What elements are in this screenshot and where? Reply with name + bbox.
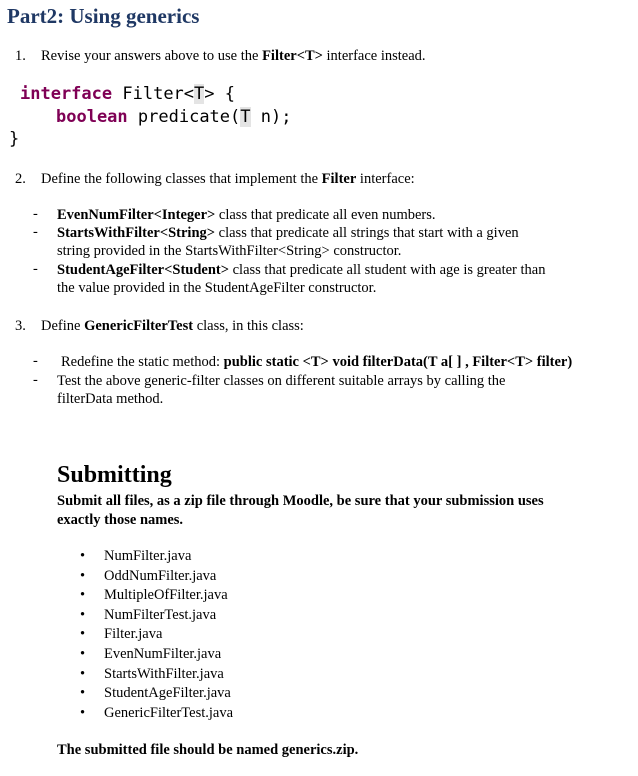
question-3: 3. Define GenericFilterTest class, in this class:: [15, 318, 304, 334]
question-number: 1.: [15, 48, 26, 64]
list-item: • GenericFilterTest.java: [80, 704, 233, 724]
list-item: • StudentAgeFilter.java: [80, 684, 233, 704]
list-item: • StartsWithFilter.java: [80, 665, 233, 685]
bullet-icon: •: [80, 704, 86, 721]
submitting-heading: Submitting: [57, 462, 172, 488]
bullet-icon: •: [80, 606, 86, 623]
list-item: • NumFilterTest.java: [80, 606, 233, 626]
dash-bullet: -: [33, 261, 38, 277]
bullet-icon: •: [80, 567, 86, 584]
class-item-studentage-line2: the value provided in the StudentAgeFilter constructor.: [57, 280, 377, 296]
question-2: 2. Define the following classes that implement the Filter interface:: [15, 171, 415, 187]
list-item: • EvenNumFilter.java: [80, 645, 233, 665]
bullet-icon: •: [80, 665, 86, 682]
bullet-icon: •: [80, 548, 86, 564]
list-item: • NumFilter.java: [80, 547, 233, 567]
class-item-studentage: StudentAgeFilter<Student> class that predicate all student with age is greater than: [57, 262, 546, 278]
q3-item-test: Test the above generic-filter classes on different suitable arrays by calling the: [57, 373, 506, 389]
q3-item-redefine: Redefine the static method: public static <T> void filterData(T a[ ] , Filter<T> filter): [61, 354, 573, 370]
class-item-startswith: StartsWithFilter<String> class that predicate all strings that start with a given: [57, 225, 519, 241]
class-item-startswith-line2: string provided in the StartsWithFilter<String> constructor.: [57, 243, 402, 259]
q3-item-test-line2: filterData method.: [57, 391, 164, 407]
dash-bullet: -: [33, 353, 38, 369]
question-1: 1. Revise your answers above to use the Filter<T> interface instead.: [15, 48, 426, 64]
file-list: [80, 547, 233, 723]
submit-instruction-line2: exactly those names.: [57, 512, 184, 528]
dash-bullet: -: [33, 206, 38, 222]
list-item: • OddNumFilter.java: [80, 567, 233, 587]
code-line-3: }: [9, 129, 20, 149]
bullet-icon: •: [80, 645, 86, 662]
bullet-icon: •: [80, 685, 86, 702]
dash-bullet: -: [33, 224, 38, 240]
code-line-1: interface Filter<T> {: [20, 84, 235, 104]
list-item: • Filter.java: [80, 625, 233, 645]
list-item: • MultipleOfFilter.java: [80, 586, 233, 606]
bullet-icon: •: [80, 587, 86, 604]
code-line-2: boolean predicate(T n);: [56, 107, 292, 127]
class-item-evennum: EvenNumFilter<Integer> class that predicate all even numbers.: [57, 207, 436, 223]
bullet-icon: •: [80, 626, 86, 643]
page-title: Part2: Using generics: [7, 4, 200, 28]
footer-note: The submitted file should be named generics.zip.: [57, 742, 359, 758]
dash-bullet: -: [33, 372, 38, 388]
submit-instruction: Submit all files, as a zip file through Moodle, be sure that your submission uses: [57, 493, 544, 509]
